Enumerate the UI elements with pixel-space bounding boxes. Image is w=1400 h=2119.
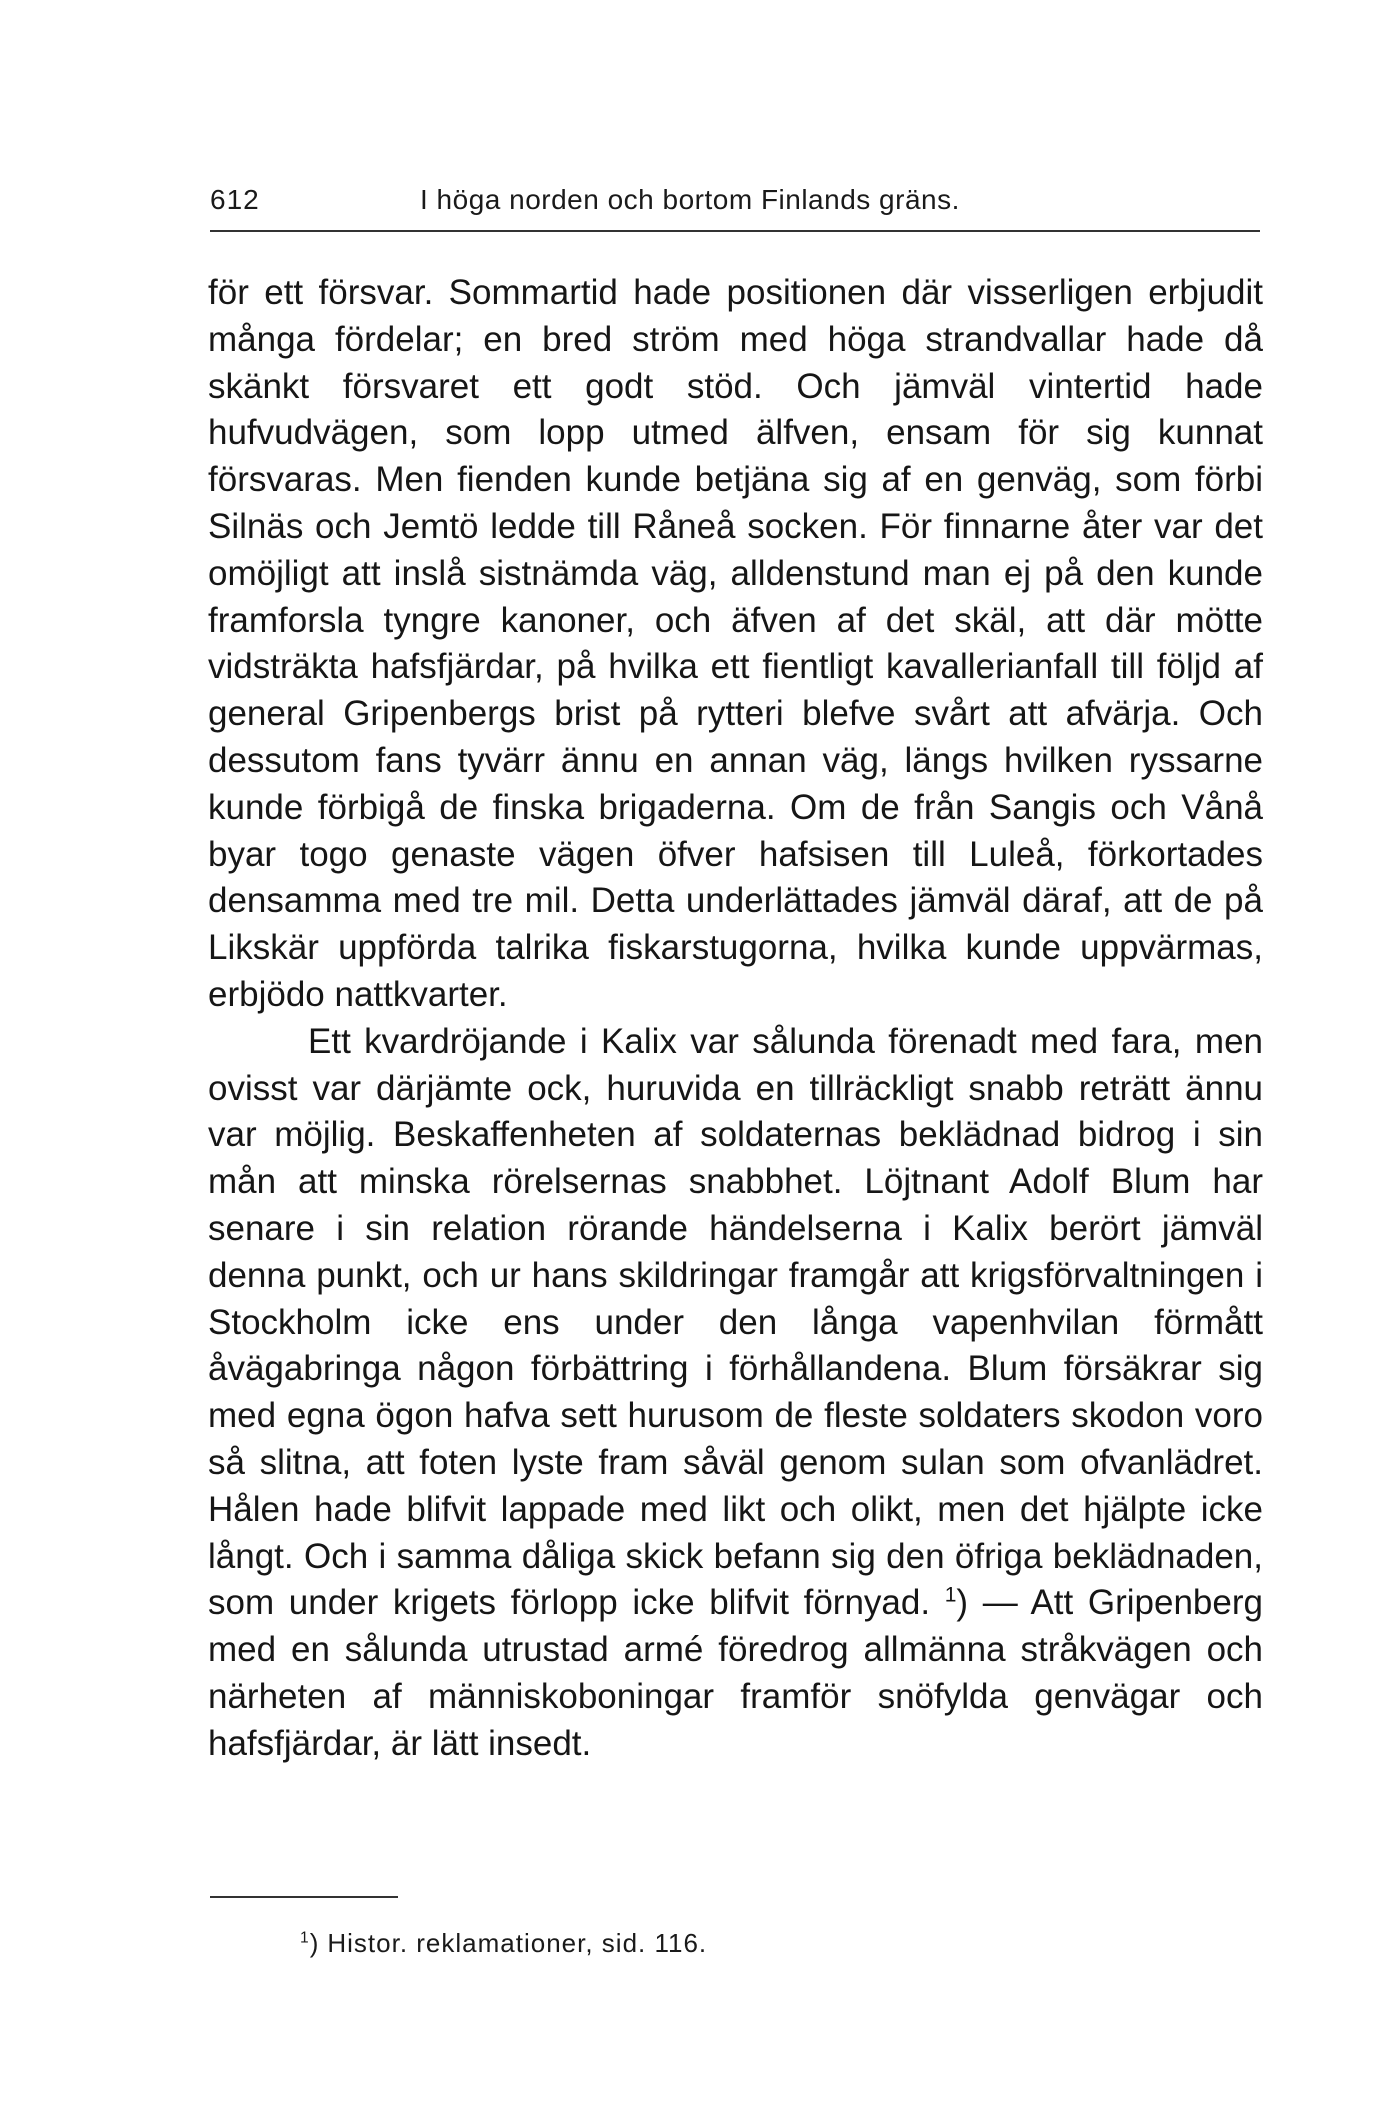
page-header	[210, 184, 1260, 234]
paragraph	[208, 1019, 1263, 1768]
footnote	[300, 1928, 707, 1959]
paragraph: för ett försvar. Sommartid hade positionen där visserligen erbjudit många fördelar; en bred ström med höga strandvallar hade då skänkt försvaret ett godt stöd. Och jämväl vintertid hade hufvudvägen, som lopp utmed älfven, ensam för sig kunnat försvaras. Men fienden kunde betjäna sig af en genväg, som förbi Silnäs och Jemtö ledde till Råneå socken. För finnarne åter var det omöjligt att inslå sistnämda väg, alldenstund man ej på den kunde framforsla tyngre kanoner, och äfven af det skäl, att där mötte vidsträkta hafsfjärdar, på hvilka ett fientligt kavallerianfall till följd af general Gripenbergs brist på rytteri blefve svårt att afvärja. Och dessutom fans tyvärr ännu en annan väg, längs hvilken ryssarne kunde förbigå de finska brigaderna. Om de från Sangis och Vånå byar togo genaste vägen öfver hafsisen till Luleå, förkortades densamma med tre mil. Detta underlättades jämväl däraf, att de på Likskär uppförda talrika fiskarstugorna, hvilka kunde uppvärmas, erbjödo nattkvarter.	[208, 273, 1263, 1014]
footnote-reference[interactable]: 1	[944, 1583, 957, 1607]
body-text	[208, 270, 1263, 1768]
footnote-text: Histor. reklamationer, sid. 116.	[327, 1928, 708, 1958]
footnote-rule	[210, 1896, 398, 1898]
paragraph-text: Ett kvardröjande i Kalix var sålunda förenadt med fara, men ovisst var därjämte ock, huruvida en tillräckligt snabb reträtt ännu var möjlig. Beskaffenheten af soldaternas beklädnad bidrog i sin mån att minska rörelsernas snabbhet. Löjtnant Adolf Blum har senare i sin relation rörande händelserna i Kalix berört jämväl denna punkt, och ur hans skildringar framgår att krigsförvaltningen i Stockholm icke ens under den långa vapenhvilan förmått åvägabringa någon förbättring i förhållandena. Blum försäkrar sig med egna ögon hafva sett hurusom de fleste soldaters skodon voro så slitna, att foten lyste fram såväl genom sulan som ofvanlädret. Hålen hade blifvit lappade med likt och olikt, men det hjälpte icke långt. Och i samma dåliga skick befann sig den öfriga beklädnaden, som under krigets förlopp icke blifvit förnyad.	[208, 1021, 1263, 1623]
header-rule	[210, 230, 1260, 232]
running-title: I höga norden och bortom Finlands gräns.	[420, 184, 960, 215]
footnote-marker-bracket: )	[309, 1928, 320, 1958]
footnote-marker: 1	[300, 1929, 310, 1947]
footnote-reference-bracket: )	[956, 1583, 969, 1623]
page-number: 612	[210, 184, 260, 215]
paragraph-text: — Att Gripenberg med en sålunda utrustad armé föredrog allmänna stråkvägen och närheten af människoboningar framför snöfylda genvägar och hafsfjärdar, är lätt insedt.	[208, 1583, 1263, 1763]
